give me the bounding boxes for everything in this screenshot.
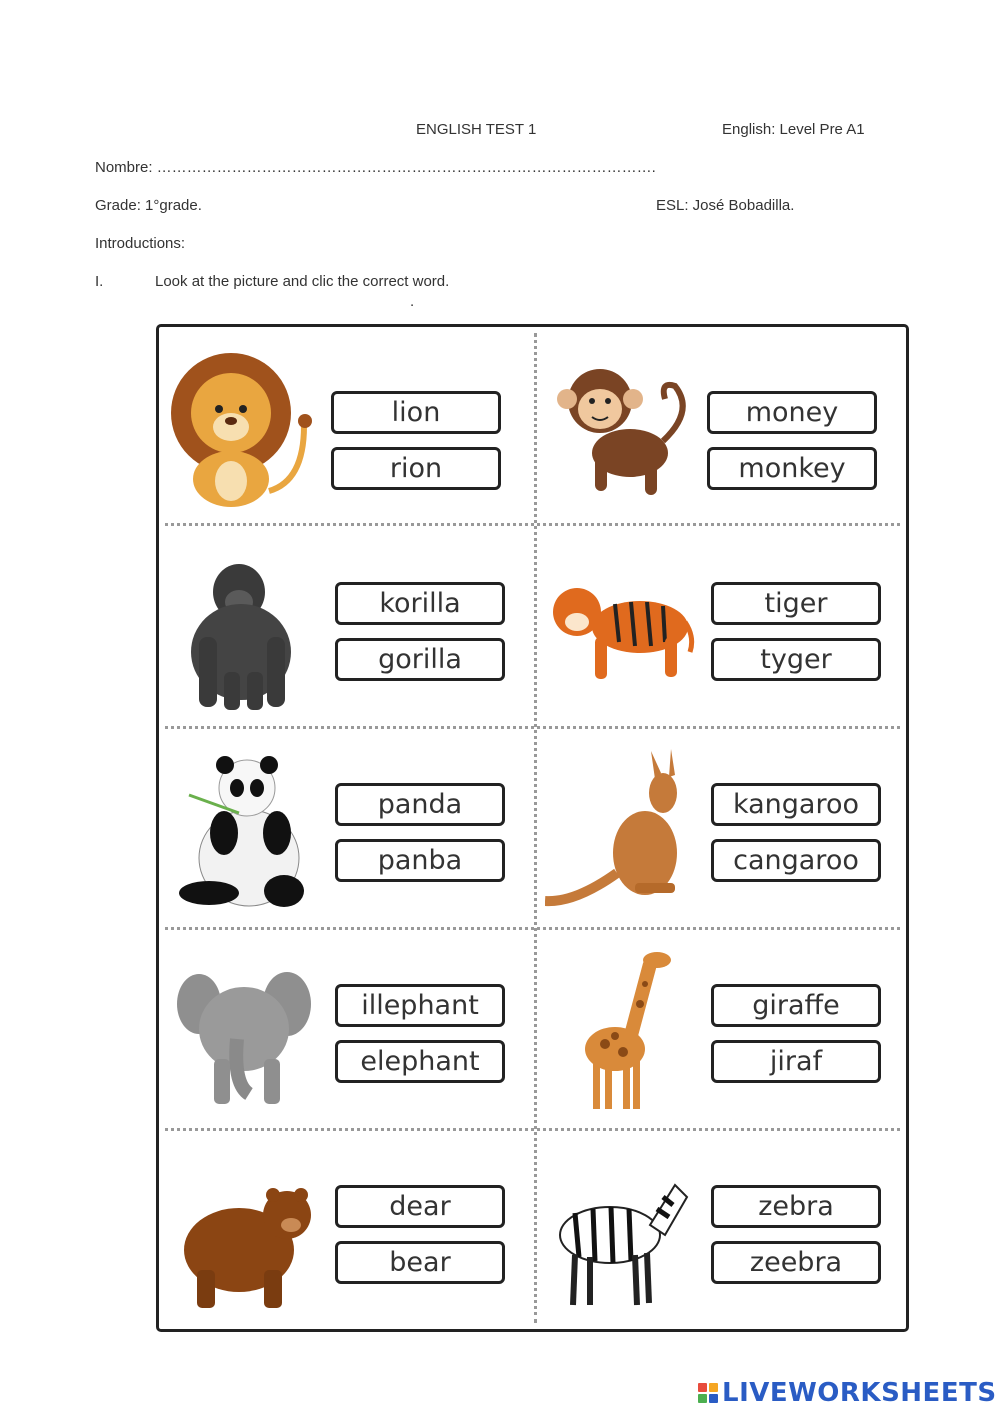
level-label: English: Level Pre A1 <box>722 121 865 138</box>
option-elephant[interactable]: elephant <box>335 1040 505 1083</box>
elephant-picture <box>169 944 319 1114</box>
option-money[interactable]: money <box>707 391 877 434</box>
teacher-label: ESL: José Bobadilla. <box>656 197 795 214</box>
question-cell-lion <box>159 327 535 528</box>
question-cell-tiger <box>535 528 911 729</box>
question-cell-gorilla <box>159 528 535 729</box>
option-monkey[interactable]: monkey <box>707 447 877 490</box>
option-dear[interactable]: dear <box>335 1185 505 1228</box>
tiger-picture <box>545 542 695 712</box>
giraffe-picture <box>545 944 695 1114</box>
option-lion[interactable]: lion <box>331 391 501 434</box>
panda-picture <box>169 743 319 913</box>
monkey-picture <box>545 341 695 511</box>
option-bear[interactable]: bear <box>335 1241 505 1284</box>
option-jiraf[interactable]: jiraf <box>711 1040 881 1083</box>
option-illephant[interactable]: illephant <box>335 984 505 1027</box>
liveworksheets-logo <box>698 1378 997 1408</box>
option-tyger[interactable]: tyger <box>711 638 881 681</box>
option-panda[interactable]: panda <box>335 783 505 826</box>
introductions-label: Introductions: <box>95 235 186 252</box>
test-title: ENGLISH TEST 1 <box>416 121 537 138</box>
option-gorilla[interactable]: gorilla <box>335 638 505 681</box>
instruction-text: Look at the picture and clic the correct word. <box>155 273 450 290</box>
question-cell-monkey <box>535 327 911 528</box>
lion-picture <box>169 341 319 511</box>
exercise-grid <box>156 324 909 1332</box>
question-cell-panda <box>159 729 535 930</box>
option-panba[interactable]: panba <box>335 839 505 882</box>
option-rion[interactable]: rion <box>331 447 501 490</box>
option-zebra[interactable]: zebra <box>711 1185 881 1228</box>
question-cell-giraffe <box>535 930 911 1131</box>
option-zeebra[interactable]: zeebra <box>711 1241 881 1284</box>
option-cangaroo[interactable]: cangaroo <box>711 839 881 882</box>
grade-label: Grade: 1°grade. <box>95 197 202 214</box>
question-cell-bear <box>159 1131 535 1332</box>
brand-name: LIVEWORKSHEETS <box>722 1378 997 1408</box>
name-line: Nombre: ………………………………………………………………………………………. <box>95 159 656 176</box>
question-cell-kangaroo <box>535 729 911 930</box>
question-cell-zebra <box>535 1131 911 1332</box>
option-korilla[interactable]: korilla <box>335 582 505 625</box>
option-giraffe[interactable]: giraffe <box>711 984 881 1027</box>
stray-dot: . <box>410 293 415 310</box>
question-cell-elephant <box>159 930 535 1131</box>
section-number: I. <box>95 273 104 290</box>
option-kangaroo[interactable]: kangaroo <box>711 783 881 826</box>
option-tiger[interactable]: tiger <box>711 582 881 625</box>
gorilla-picture <box>169 542 319 712</box>
bear-picture <box>169 1145 319 1315</box>
zebra-picture <box>545 1145 695 1315</box>
kangaroo-picture <box>545 743 695 913</box>
liveworksheets-icon <box>698 1383 718 1403</box>
